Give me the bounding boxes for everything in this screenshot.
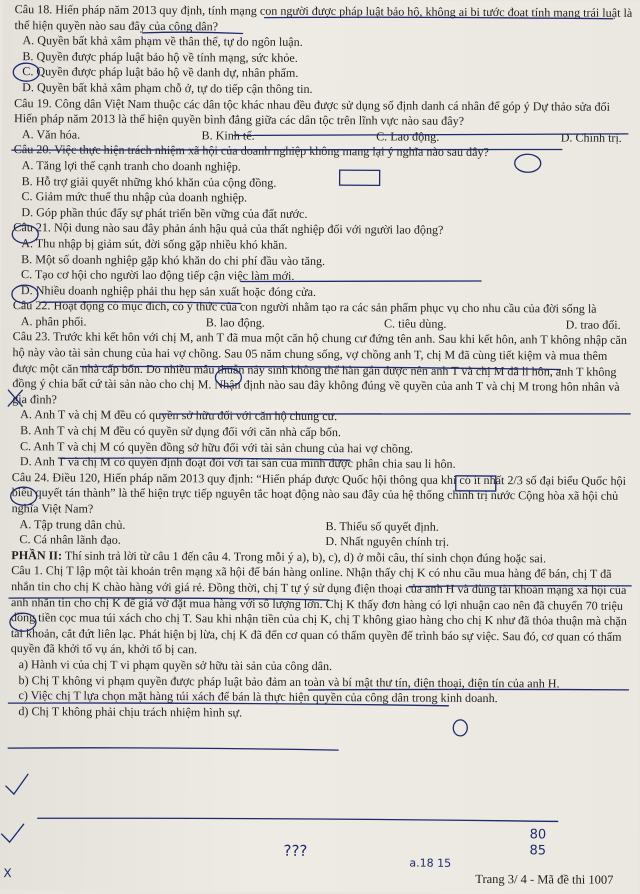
box-q20-khong — [340, 170, 380, 185]
handwritten-scribble: a.18 15 — [409, 856, 452, 870]
underline-q19 — [234, 131, 628, 137]
question-20-option-b: B. Hỗ trợ giải quyết những khó khăn của cộng đồng. — [21, 173, 277, 190]
question-23-option-a: A. Anh T và chị M đều có quyền sở hữu đối với căn hộ chung cư. — [20, 407, 338, 424]
question-24-option-a: A. Tập trung dân chủ. — [19, 516, 126, 532]
question-24-option-b: B. Thiểu số quyết định. — [325, 518, 439, 534]
question-24-option-d: D. Nhất nguyên chính trị. — [325, 534, 450, 549]
part-2-statement-d: d) Chị T không phải chịu trách nhiệm hình sự. — [18, 703, 243, 720]
circle-q23-a — [11, 487, 37, 505]
underline-q23b — [60, 457, 350, 460]
question-24-stem: Câu 24. Điều 120, Hiến pháp năm 2013 quy định: “Hiến pháp được Quốc hội thông qua khi có ít nhất 2/3 số đại biểu Quốc hội biểu quyết tán thành” là thể hiện trực tiếp nguyên tắc hoạt động nào sau đây của hệ thống chính trị nước Cộng hòa xã hội chủ nghĩa Việt Nam? — [11, 469, 627, 516]
question-18-option-a: A. Quyền bất khả xâm phạm về thân thể, tự do ngôn luận. — [22, 33, 303, 50]
question-18-stem: Câu 18. Hiến pháp năm 2013 quy định, tính mạng con người được pháp luật bảo hộ, không ai bị tước đoạt tính mạng trái luật là thể hiện quyền nào sau đây của công dân? — [14, 2, 633, 33]
question-23-stem: Câu 23. Trước khi kết hôn với chị M, anh T đã mua một căn hộ chung cư đứng tên anh. Sau khi kết hôn, anh T không nhập căn hộ này vào tài sản chung của hai vợ chồng. Sau 05 năm chung sống, vợ chồng anh T, chị M đã cùng tiết kiệm và mua thêm được một căn nhà cấp bốn. Do nhiều mâu thuẫn nảy sinh không thể hàn gắn được nên anh T và chị M đã li hôn, anh T không đồng ý chia bất cứ tài sản nào cho chị M. Nhận định nào sau đây không đúng về quyền của anh T và chị M trong hôn nhân và gia đình? — [12, 329, 628, 407]
part-2-question-1-stem: Câu 1. Chị T lập một tài khoản trên mạng xã hội để bán hàng online. Nhận thấy chị K có nhu cầu mua hàng để bán, chị T đã nhắn tin cho chị K chào hàng với giá rẻ. Đồng thời, chị T tự ý sử dụng điện thoại của anh H và dùng tài khoản mạng xã hội của anh nhắn tin cho chị K để giả vờ đặt mua hàng với số lượng lớn. Chị K thấy đơn hàng có lợi nhuận cao nên đã chuyển 70 triệu đồng tiền cọc mua túi xách cho chị T. Sau khi nhận tiền của chị K, chị T không giao hàng cho chị K như đã thỏa thuận mà chặn tài khoản, cắt đứt liên lạc. Phát hiện bị lừa, chị K đã đến cơ quan có thẩm quyền để trình báo sự việc. Sau đó, cơ quan có thẩm quyền đã khởi tố vụ án, khởi tố bị can. — [10, 563, 627, 657]
question-21-option-b: B. Một số doanh nghiệp gặp khó khăn do chi phí đầu vào tăng. — [21, 251, 326, 268]
question-18-option-b: B. Quyền được pháp luật bảo hộ về tính mạng, sức khỏe. — [22, 48, 298, 65]
question-23-option-d: D. Anh T và chị M có quyền định đoạt đối với tài sản của mình được phân chia sau li hôn. — [19, 454, 456, 472]
check-p2-a — [6, 774, 28, 794]
question-19-option-b: B. Kinh tế. — [201, 128, 255, 143]
circle-q20-c — [12, 225, 38, 243]
question-22-option-a: A. phân phối. — [20, 314, 87, 329]
question-24-option-c: C. Cá nhân lãnh đạo. — [19, 532, 121, 547]
circle-q21-a — [12, 285, 38, 303]
question-18-option-d: D. Quyền bất khả xâm phạm chỗ ở, tự do tiếp cận thông tin. — [22, 80, 313, 96]
underline-p2-2 — [8, 702, 448, 706]
handwritten-x: X — [3, 866, 12, 881]
underline-q22 — [80, 366, 560, 370]
question-20-option-c: C. Giảm mức thuế thu nhập của doanh nghiệp. — [21, 189, 248, 205]
underline-p2-1 — [309, 688, 629, 692]
question-19-option-a: A. Văn hóa. — [21, 126, 81, 142]
handwritten-question-marks: ??? — [283, 841, 308, 860]
part-2-title: PHẦN II: — [11, 547, 63, 563]
part-2-instruction: Thí sinh trả lời từ câu 1 đến câu 4. Trong mỗi ý a), b), c), d) ở mỗi câu, thí sinh chọn đúng hoặc sai. — [64, 548, 547, 566]
page-footer: Trang 3/ 4 - Mã đề thi 1007 — [475, 871, 614, 887]
question-20-option-d: D. Góp phần thúc đẩy sự phát triển bền vững của đất nước. — [21, 204, 308, 221]
question-18-option-c: C. Quyền được pháp luật bảo hộ về danh dự, nhân phẩm. — [22, 64, 299, 81]
part-2-statement-c: c) Việc chị T lựa chọn mặt hàng túi xách để bán là thực hiện quyền của công dân trong kinh doanh. — [18, 688, 498, 706]
underline-q18 — [265, 16, 613, 19]
question-21-option-d: D. Nhiều doanh nghiệp phải thu hẹp sản xuất hoặc đóng cửa. — [20, 282, 317, 299]
question-21-option-c: C. Tạo cơ hội cho người lao động tiếp cận việc làm mới. — [21, 267, 295, 283]
question-20-stem: Câu 20. Việc thực hiện trách nhiệm xã hội của doanh nghiệp không mang lại ý nghĩa nào sau đây? — [13, 142, 489, 160]
question-22-stem: Câu 22. Hoạt động có mục đích, có ý thức của con người nhằm tạo ra các sản phẩm phục vụ cho nhu cầu của đời sống là — [12, 298, 597, 316]
question-23-option-b: B. Anh T và chị M đều có quyền sử dụng đối với căn nhà cấp bốn. — [20, 423, 341, 440]
question-21-option-a: A. Thu nhập bị giảm sút, đời sống gặp nhiều khó khăn. — [21, 236, 288, 252]
question-21-stem: Câu 21. Nội dung nào sau đây phản ánh hậu quả của thất nghiệp đối với người lao động? — [13, 220, 444, 238]
underline-q23 — [160, 411, 630, 417]
question-19-option-d: D. Chính trị. — [560, 130, 622, 145]
part-2-statement-b: b) Chị T không vi phạm quyền được pháp luật bảo đảm an toàn và bí mật thư tín, điện thoại, điện tín của anh H. — [18, 672, 560, 690]
x-mark-q23 — [8, 390, 22, 406]
circle-q24-a — [10, 613, 36, 631]
handwritten-85: 85 — [529, 843, 547, 859]
underline-p2-b — [38, 817, 558, 821]
underline-p2-3 — [8, 747, 338, 750]
underline-q21 — [241, 280, 481, 283]
question-19-option-c: C. Lao động. — [376, 129, 440, 144]
part-2-statement-a: a) Hành vi của chị T vi phạm quyền sở hữu tài sản của công dân. — [18, 657, 333, 674]
box-q23-khong — [456, 476, 496, 491]
question-22-option-b: B. lao động. — [205, 315, 265, 330]
check-p2-c — [2, 824, 24, 842]
handwritten-80: 80 — [529, 827, 547, 843]
underline-q21-a — [41, 301, 241, 303]
question-19-stem: Câu 19. Công dân Việt Nam thuộc các dân tộc khác nhau đều được sử dụng số định danh cá nhân để góp ý Dự thảo sửa đổi Hiến pháp năm 2013 là thể hiện quyền bình đẳng giữa các dân tộc trên lĩnh vực nào sau đây? — [13, 95, 611, 129]
question-22-option-c: C. tiêu dùng. — [383, 316, 447, 331]
circle-q19-d — [515, 154, 541, 172]
underline-q24b — [9, 597, 329, 600]
underline-q24 — [409, 585, 631, 588]
circle-q22-b — [215, 368, 241, 386]
question-20-option-a: A. Tăng lợi thế cạnh tranh cho doanh nghiệp. — [21, 158, 241, 174]
question-23-option-c: C. Anh T và chị M có quyền đồng sở hữu đối với tài sản chung của hai vợ chồng. — [19, 438, 414, 456]
underline-q19b — [12, 146, 562, 153]
circle-q18-b — [13, 63, 39, 81]
underline-q18b — [143, 32, 243, 34]
question-22-option-d: D. trao đổi. — [565, 317, 621, 332]
circle-p2-t — [453, 720, 467, 736]
